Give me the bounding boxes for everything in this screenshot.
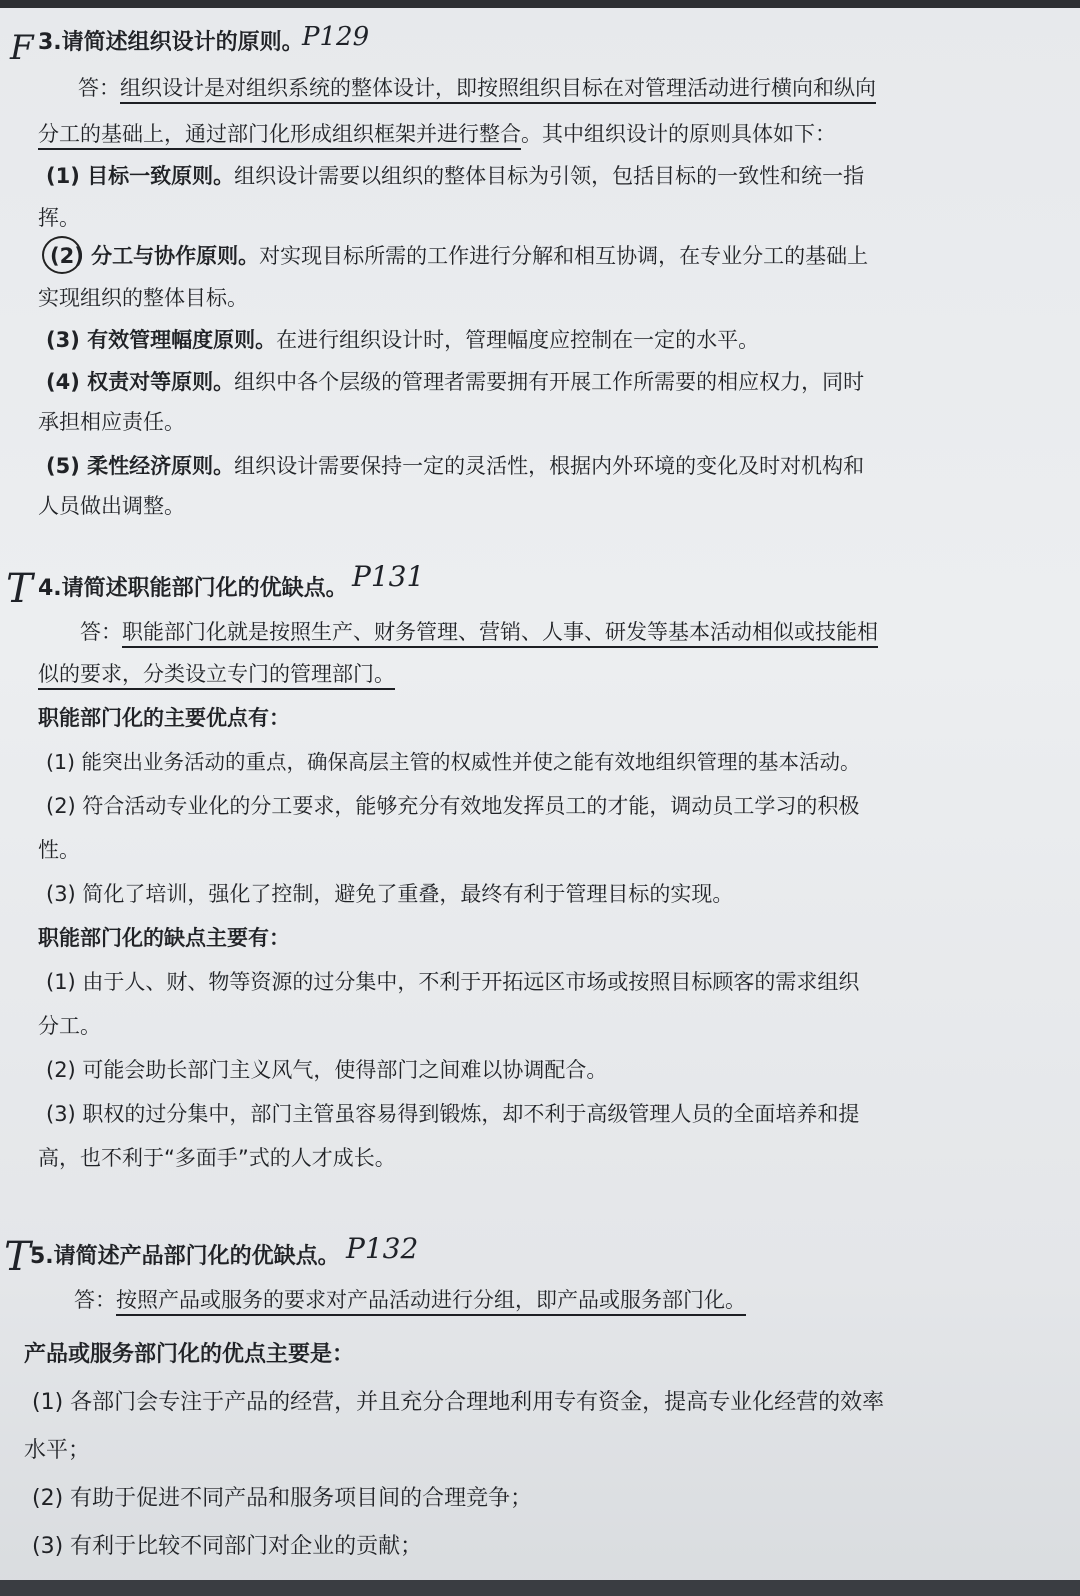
answer-label: 答： [78,76,120,100]
q3-principle-1-cont: 挥。 [38,206,80,230]
underlined-text: 按照产品或服务的要求对产品活动进行分组，即产品或服务部门化。 [116,1288,746,1316]
question-4-title: 4.请简述职能部门化的优缺点。 [38,576,348,601]
q4-cons-heading: 职能部门化的缺点主要有： [38,926,290,950]
q4-con-1: (1) 由于人、财、物等资源的过分集中，不利于开拓远区市场或按照目标顾客的需求组织 [46,970,860,994]
underlined-text: 似的要求，分类设立专门的管理部门。 [38,662,395,690]
handwritten-mark-q4: T [6,566,33,612]
q3-principle-2: (2) 分工与协作原则。对实现目标所需的工作进行分解和相互协调，在专业分工的基础上 [50,244,869,268]
q4-con-3-cont: 高，也不利于“多面手”式的人才成长。 [38,1146,396,1170]
handwritten-page-ref-q3: P129 [302,22,370,52]
q4-con-1-cont: 分工。 [38,1014,101,1038]
q5-pro-1-cont: 水平； [24,1438,91,1463]
q4-answer-line-1: 答：职能部门化就是按照生产、财务管理、营销、人事、研发等基本活动相似或技能相 [80,622,878,643]
q3-answer-line-2: 分工的基础上，通过部门化形成组织框架并进行整合。其中组织设计的原则具体如下： [38,124,836,145]
handwritten-mark-q5: T [4,1234,31,1280]
q4-pro-2-cont: 性。 [38,838,80,862]
q3-principle-1: (1) 目标一致原则。组织设计需要以组织的整体目标为引领，包括目标的一致性和统一指 [46,164,865,188]
q3-principle-3: (3) 有效管理幅度原则。在进行组织设计时，管理幅度应控制在一定的水平。 [46,328,760,352]
underlined-text: 组织设计是对组织系统的整体设计，即按照组织目标在对管理活动进行横向和纵向 [120,76,876,104]
page-top-edge [0,0,1080,8]
q3-principle-5-cont: 人员做出调整。 [38,494,185,518]
q4-pro-3: (3) 简化了培训，强化了控制，避免了重叠，最终有利于管理目标的实现。 [46,882,734,906]
q5-answer: 答：按照产品或服务的要求对产品活动进行分组，即产品或服务部门化。 [74,1290,746,1311]
page-bottom-edge [0,1580,1080,1596]
q4-con-3: (3) 职权的过分集中，部门主管虽容易得到锻炼，却不利于高级管理人员的全面培养和提 [46,1102,860,1126]
q4-con-2: (2) 可能会助长部门主义风气，使得部门之间难以协调配合。 [46,1058,608,1082]
q3-answer-line-1 [78,78,876,99]
underlined-text: 分工的基础上，通过部门化形成组织框架并进行整合 [38,122,521,150]
handwritten-page-ref-q4: P131 [352,560,425,593]
q3-principle-5: (5) 柔性经济原则。组织设计需要保持一定的灵活性，根据内外环境的变化及时对机构和 [46,454,865,478]
q5-pros-heading: 产品或服务部门化的优点主要是： [24,1342,355,1367]
handwritten-page-ref-q5: P132 [346,1232,419,1265]
q4-pro-2: (2) 符合活动专业化的分工要求，能够充分有效地发挥员工的才能，调动员工学习的积极 [46,794,860,818]
q3-principle-4-cont: 承担相应责任。 [38,410,185,434]
question-3-title: 3.请简述组织设计的原则。 [38,30,304,55]
q5-pro-1: (1) 各部门会专注于产品的经营，并且充分合理地利用专有资金，提高专业化经营的效率 [32,1390,885,1415]
q5-pro-3: (3) 有利于比较不同部门对企业的贡献； [32,1534,423,1559]
q4-pros-heading: 职能部门化的主要优点有： [38,706,290,730]
q3-principle-4: (4) 权责对等原则。组织中各个层级的管理者需要拥有开展工作所需要的相应权力，同时 [46,370,865,394]
q5-pro-2: (2) 有助于促进不同产品和服务项目间的合理竞争； [32,1486,533,1511]
handwritten-mark-q3: F [10,28,34,68]
q3-principle-2-cont: 实现组织的整体目标。 [38,286,248,310]
q4-pro-1: (1) 能突出业务活动的重点，确保高层主管的权威性并使之能有效地组织管理的基本活动。 [46,750,861,774]
q4-answer-line-2 [38,664,395,685]
underlined-text: 职能部门化就是按照生产、财务管理、营销、人事、研发等基本活动相似或技能相 [122,620,878,648]
question-5-title: 5.请简述产品部门化的优缺点。 [30,1244,340,1269]
